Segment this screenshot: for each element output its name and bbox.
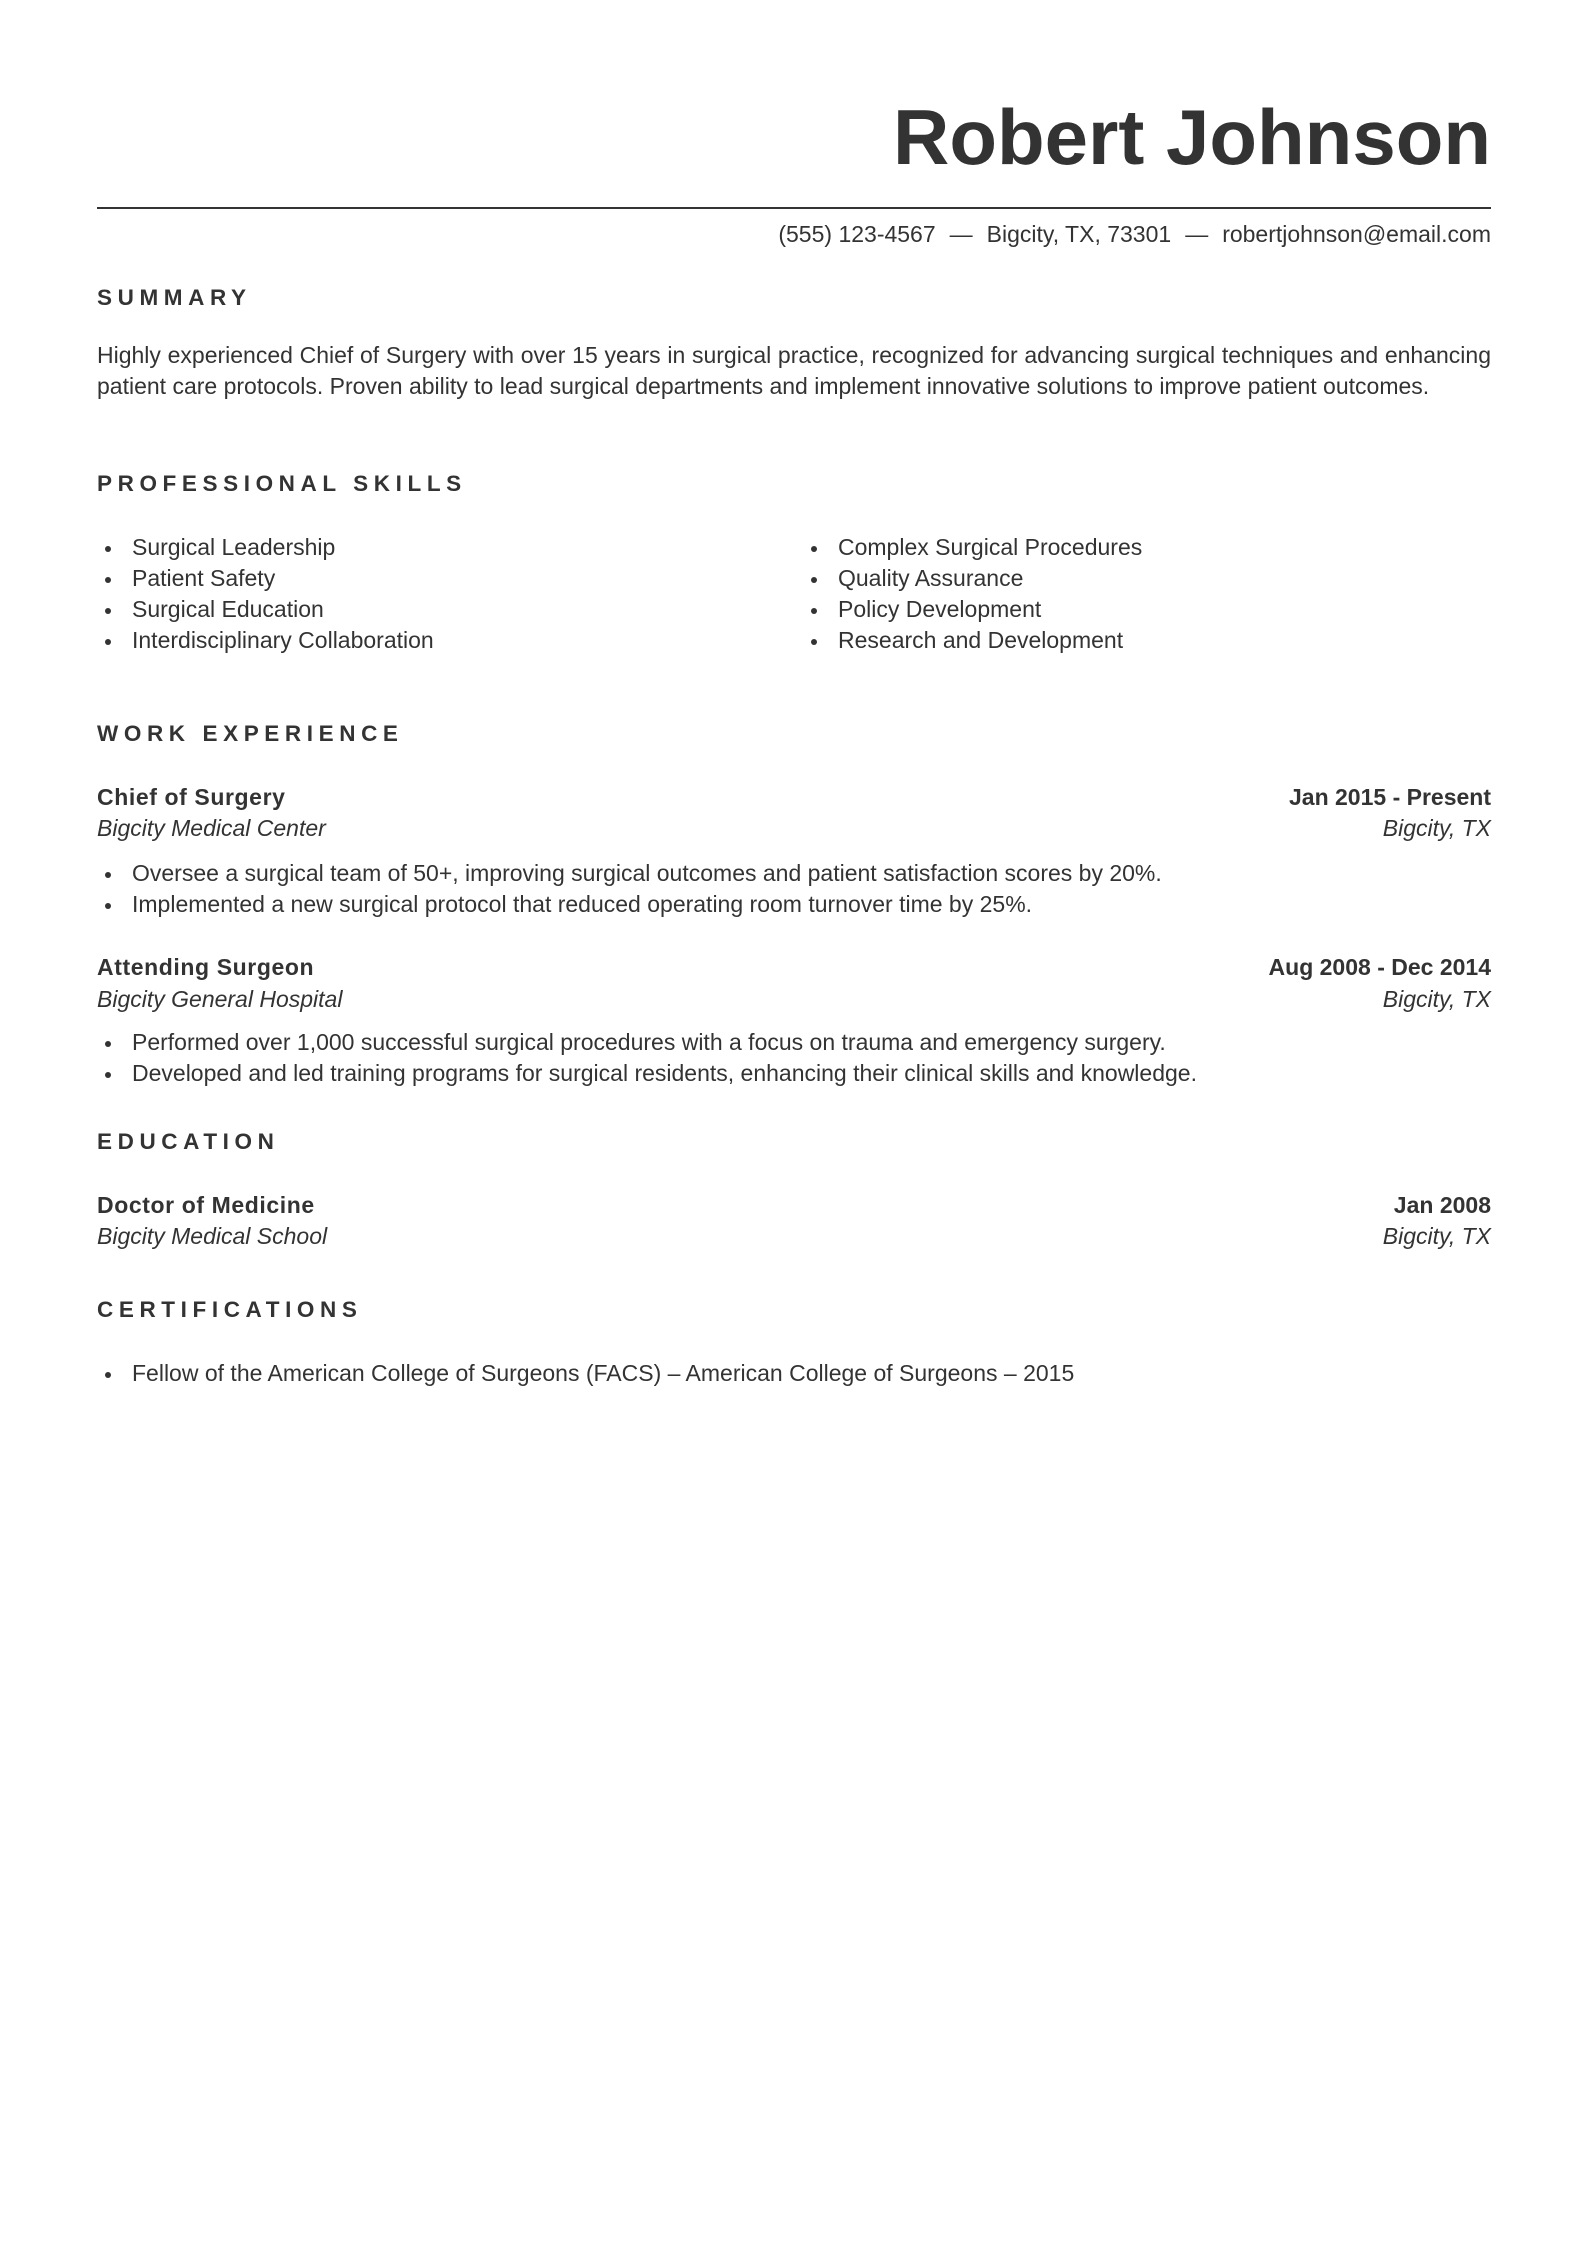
job-bullet: Performed over 1,000 successful surgical procedures with a focus on trauma and emergency surgery.: [97, 1027, 1197, 1058]
job-location: Bigcity, TX: [1382, 986, 1491, 1012]
job-subheader: [97, 984, 1491, 1015]
skill-item: Quality Assurance: [803, 563, 1142, 594]
job-role: Attending Surgeon: [97, 954, 315, 980]
education-location: Bigcity, TX: [1382, 1223, 1491, 1249]
skills-list-right: [803, 532, 1142, 656]
job-employer: Bigcity General Hospital: [97, 986, 343, 1012]
contact-email[interactable]: robertjohnson@email.com: [1222, 221, 1491, 247]
job-dates: Jan 2015 - Present: [1288, 784, 1491, 810]
job-bullet: Oversee a surgical team of 50+, improving surgical outcomes and patient satisfaction scores by 20%.: [97, 858, 1162, 889]
summary-heading: SUMMARY: [97, 285, 252, 310]
summary-text: Highly experienced Chief of Surgery with over 15 years in surgical practice, recognized for advancing surgical techniques and enhancing patient care protocols. Proven ability to lead surgical departments and implement innovative solutions to improve patient outcomes.: [97, 342, 1491, 399]
certifications-heading: CERTIFICATIONS: [97, 1297, 363, 1322]
skills-list-left: [97, 532, 434, 656]
candidate-name: Robert Johnson: [893, 93, 1491, 181]
skill-item: Policy Development: [803, 594, 1142, 625]
header-divider: [97, 207, 1491, 209]
skills-heading: PROFESSIONAL SKILLS: [97, 471, 467, 496]
contact-separator: —: [949, 221, 973, 247]
job-header: [97, 952, 1491, 983]
education-date: Jan 2008: [1393, 1192, 1491, 1218]
education-heading: EDUCATION: [97, 1129, 280, 1154]
contact-phone: (555) 123-4567: [778, 221, 936, 247]
skill-item: Research and Development: [803, 625, 1142, 656]
job-dates: Aug 2008 - Dec 2014: [1268, 954, 1491, 980]
contact-line: [778, 220, 1491, 248]
job-bullets: [97, 858, 1162, 920]
skill-item: Complex Surgical Procedures: [803, 532, 1142, 563]
education-degree: Doctor of Medicine: [97, 1192, 315, 1218]
skill-item: Surgical Education: [97, 594, 434, 625]
experience-heading: WORK EXPERIENCE: [97, 721, 404, 746]
job-bullets: [97, 1027, 1197, 1089]
job-bullet: Implemented a new surgical protocol that reduced operating room turnover time by 25%.: [97, 889, 1162, 920]
job-subheader: [97, 813, 1491, 844]
job-location: Bigcity, TX: [1382, 815, 1491, 841]
contact-location: Bigcity, TX, 73301: [986, 221, 1172, 247]
certifications-list: [97, 1358, 1074, 1389]
skill-item: Interdisciplinary Collaboration: [97, 625, 434, 656]
job-header: [97, 782, 1491, 813]
contact-separator: —: [1185, 221, 1209, 247]
skill-item: Surgical Leadership: [97, 532, 434, 563]
skill-item: Patient Safety: [97, 563, 434, 594]
job-role: Chief of Surgery: [97, 784, 286, 810]
job-employer: Bigcity Medical Center: [97, 815, 326, 841]
education-subheader: [97, 1221, 1491, 1252]
education-school: Bigcity Medical School: [97, 1223, 328, 1249]
job-bullet: Developed and led training programs for surgical residents, enhancing their clinical skills and knowledge.: [97, 1058, 1197, 1089]
certification-item: Fellow of the American College of Surgeons (FACS) – American College of Surgeons – 2015: [97, 1358, 1074, 1389]
education-header: [97, 1190, 1491, 1221]
